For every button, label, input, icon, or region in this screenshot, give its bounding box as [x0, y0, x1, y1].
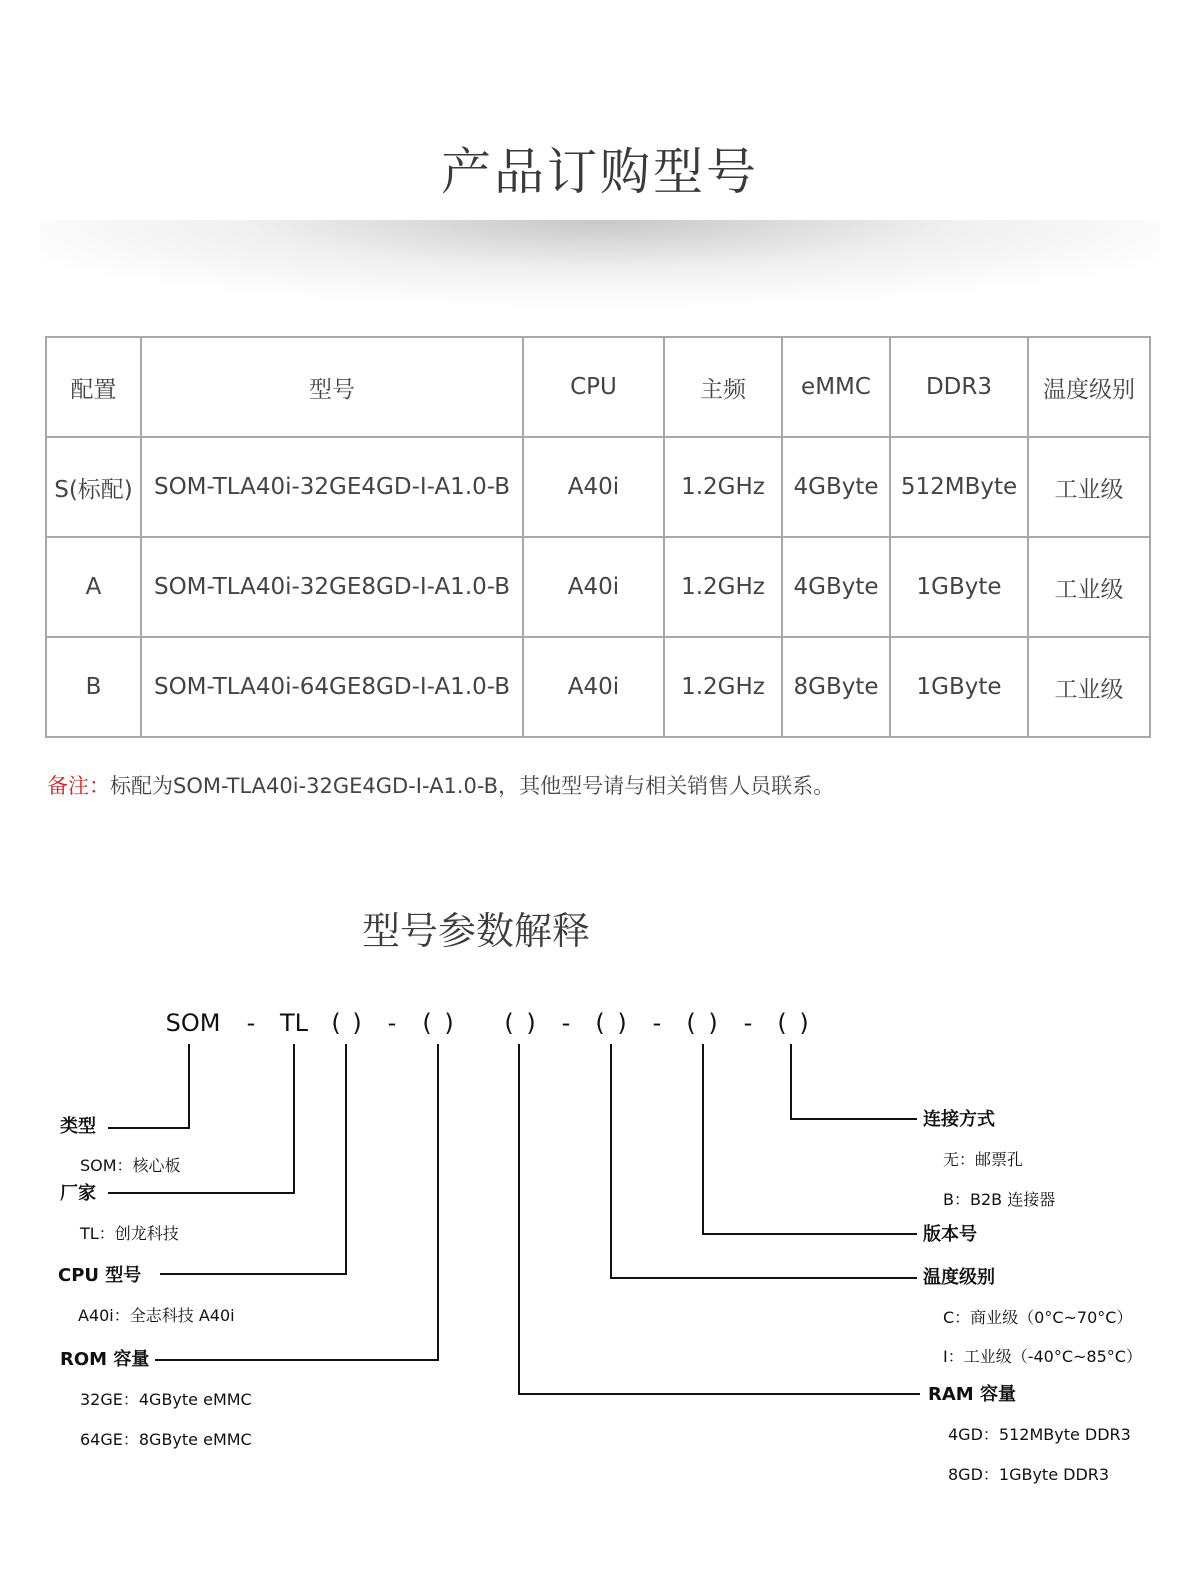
- cell-cpu: A40i: [523, 637, 664, 737]
- cell-ddr3: 512MByte: [890, 437, 1028, 537]
- legend-type-heading: 类型: [60, 1116, 96, 1137]
- header-config: 配置: [46, 337, 141, 437]
- order-note: [47, 770, 834, 800]
- cell-frequency: 1.2GHz: [664, 537, 782, 637]
- cell-model: SOM-TLA40i-32GE4GD-I-A1.0-B: [141, 437, 523, 537]
- cell-config: A: [46, 537, 141, 637]
- legend-type-item: SOM：核心板: [80, 1156, 181, 1175]
- legend-temp-item: C：商业级（0°C~70°C）: [943, 1308, 1133, 1327]
- connector-connect-vertical: [790, 1044, 792, 1120]
- code-token-dash: -: [561, 1009, 571, 1037]
- table-row: [46, 637, 1150, 737]
- legend-ram-heading: RAM 容量: [928, 1384, 1016, 1405]
- code-token-dash: -: [387, 1009, 397, 1037]
- connector-connect-horizontal: [790, 1118, 917, 1120]
- code-token-paren-close: ): [352, 1009, 362, 1037]
- header-cpu: CPU: [523, 337, 664, 437]
- page-title: 产品订购型号: [441, 143, 759, 201]
- connector-rom-vertical: [437, 1044, 439, 1361]
- connector-vendor-horizontal: [108, 1192, 295, 1194]
- connector-type-horizontal: [108, 1127, 190, 1129]
- legend-version-heading: 版本号: [923, 1224, 977, 1245]
- code-token-tl: TL: [279, 1009, 309, 1037]
- cell-ddr3: 1GByte: [890, 637, 1028, 737]
- cell-config: S(标配): [46, 437, 141, 537]
- code-token-paren-open: (: [422, 1009, 432, 1037]
- connector-temp-horizontal: [610, 1277, 917, 1279]
- table-header-row: [46, 337, 1150, 437]
- legend-ram-item: 4GD：512MByte DDR3: [948, 1425, 1131, 1444]
- cell-frequency: 1.2GHz: [664, 437, 782, 537]
- section-subtitle: 型号参数解释: [362, 909, 591, 953]
- legend-vendor-item: TL：创龙科技: [80, 1224, 179, 1243]
- cell-temp-grade: 工业级: [1028, 637, 1150, 737]
- connector-cpu-horizontal: [160, 1273, 347, 1275]
- connector-version-horizontal: [702, 1233, 917, 1235]
- code-token-paren-open: (: [331, 1009, 341, 1037]
- header-frequency: 主频: [664, 337, 782, 437]
- code-token-paren-open: (: [595, 1009, 605, 1037]
- header-temp-grade: 温度级别: [1028, 337, 1150, 437]
- legend-connect-heading: 连接方式: [923, 1109, 995, 1130]
- legend-cpu-heading: CPU 型号: [58, 1265, 142, 1286]
- connector-cpu-vertical: [345, 1044, 347, 1275]
- cell-cpu: A40i: [523, 537, 664, 637]
- legend-connect-item: B：B2B 连接器: [943, 1190, 1056, 1209]
- table-row: [46, 537, 1150, 637]
- cell-emmc: 4GByte: [782, 537, 890, 637]
- cell-model: SOM-TLA40i-32GE8GD-I-A1.0-B: [141, 537, 523, 637]
- cell-temp-grade: 工业级: [1028, 537, 1150, 637]
- cell-temp-grade: 工业级: [1028, 437, 1150, 537]
- connector-ram-horizontal: [518, 1393, 920, 1395]
- legend-temp-item: I：工业级（-40°C~85°C）: [943, 1347, 1142, 1366]
- table-row: [46, 437, 1150, 537]
- connector-type-vertical: [188, 1044, 190, 1128]
- legend-vendor-heading: 厂家: [60, 1183, 96, 1204]
- code-token-dash: -: [652, 1009, 662, 1037]
- ordering-table: [45, 336, 1151, 738]
- code-token-paren-close: ): [526, 1009, 536, 1037]
- cell-cpu: A40i: [523, 437, 664, 537]
- code-token-som: SOM: [165, 1009, 221, 1037]
- cell-config: B: [46, 637, 141, 737]
- note-text: 标配为SOM-TLA40i-32GE4GD-I-A1.0-B，其他型号请与相关销售人员联系。: [110, 774, 835, 798]
- cell-emmc: 8GByte: [782, 637, 890, 737]
- connector-temp-vertical: [610, 1044, 612, 1279]
- legend-cpu-item: A40i：全志科技 A40i: [78, 1306, 235, 1325]
- legend-temp-heading: 温度级别: [923, 1267, 995, 1288]
- code-token-paren-open: (: [777, 1009, 787, 1037]
- code-token-dash: -: [246, 1009, 256, 1037]
- note-label: 备注：: [47, 774, 110, 798]
- connector-version-vertical: [702, 1044, 704, 1235]
- code-token-paren-open: (: [686, 1009, 696, 1037]
- cell-model: SOM-TLA40i-64GE8GD-I-A1.0-B: [141, 637, 523, 737]
- connector-vendor-vertical: [293, 1044, 295, 1194]
- cell-frequency: 1.2GHz: [664, 637, 782, 737]
- header-emmc: eMMC: [782, 337, 890, 437]
- code-token-paren-close: ): [617, 1009, 627, 1037]
- cell-ddr3: 1GByte: [890, 537, 1028, 637]
- legend-rom-item: 64GE：8GByte eMMC: [80, 1430, 252, 1449]
- connector-rom-horizontal: [155, 1359, 439, 1361]
- legend-ram-item: 8GD：1GByte DDR3: [948, 1465, 1110, 1484]
- title-shadow: [40, 220, 1160, 310]
- code-token-paren-close: ): [799, 1009, 809, 1037]
- code-token-dash: -: [743, 1009, 753, 1037]
- code-token-paren-open: (: [504, 1009, 514, 1037]
- code-token-paren-close: ): [444, 1009, 454, 1037]
- header-ddr3: DDR3: [890, 337, 1028, 437]
- header-model: 型号: [141, 337, 523, 437]
- legend-rom-heading: ROM 容量: [60, 1349, 150, 1370]
- cell-emmc: 4GByte: [782, 437, 890, 537]
- legend-connect-item: 无：邮票孔: [943, 1150, 1024, 1169]
- legend-rom-item: 32GE：4GByte eMMC: [80, 1390, 252, 1409]
- connector-ram-vertical: [518, 1044, 520, 1395]
- code-token-paren-close: ): [708, 1009, 718, 1037]
